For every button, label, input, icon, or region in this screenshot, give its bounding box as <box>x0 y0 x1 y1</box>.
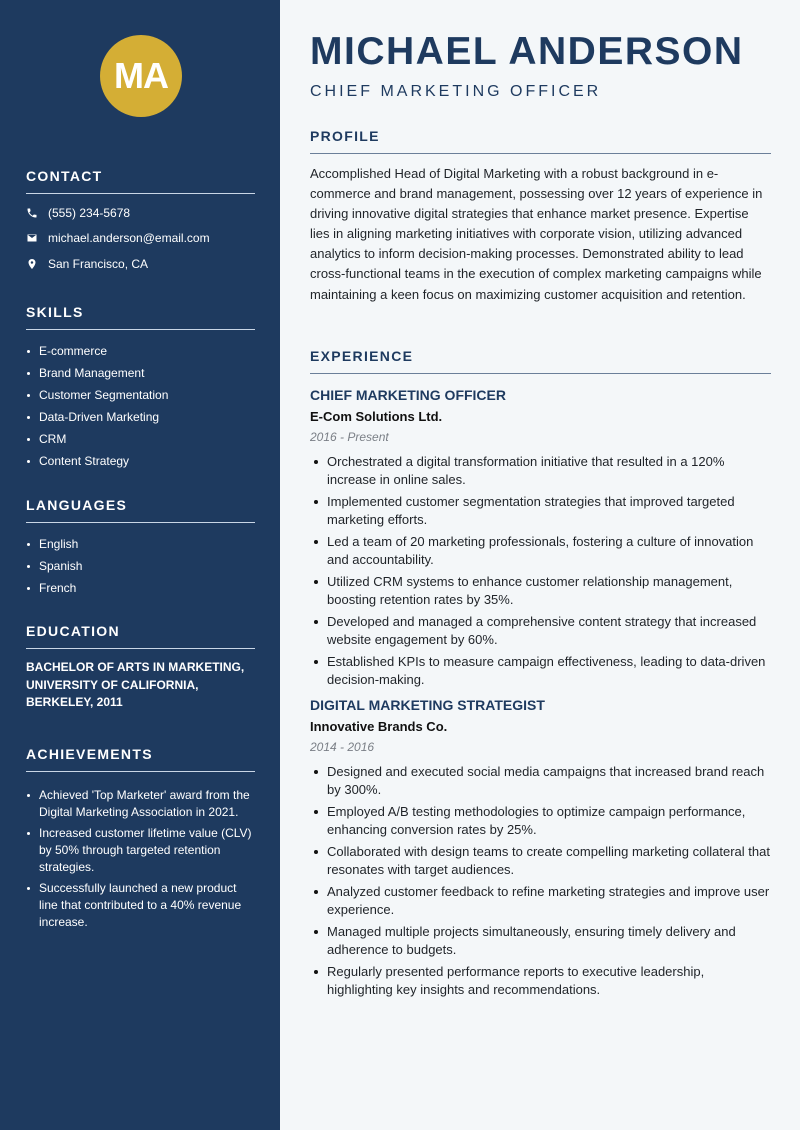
education-text: BACHELOR OF ARTS IN MARKETING, UNIVERSITY OF CALIFORNIA, BERKELEY, 2011 <box>26 660 245 709</box>
language-item: Spanish <box>26 555 255 577</box>
language-item: French <box>26 577 255 599</box>
job-dates: 2014 - 2016 <box>310 740 375 754</box>
job-bullet: Implemented customer segmentation strategies that improved targeted marketing efforts. <box>310 493 771 529</box>
profile-heading: PROFILE <box>310 128 771 154</box>
skill-item: Content Strategy <box>26 450 255 472</box>
job-bullet: Regularly presented performance reports to executive leadership, highlighting key insights and recommendations. <box>310 963 771 999</box>
skills-heading: SKILLS <box>26 304 255 330</box>
job-bullet: Led a team of 20 marketing professionals, fostering a culture of innovation and accountability. <box>310 533 771 569</box>
location-pin-icon <box>26 258 38 270</box>
languages-heading: LANGUAGES <box>26 497 255 523</box>
company-name: E-Com Solutions Ltd. <box>310 409 443 424</box>
job-bullet: Established KPIs to measure campaign effectiveness, leading to data-driven decision-making. <box>310 653 771 689</box>
job-entry <box>310 387 771 689</box>
job-bullet: Utilized CRM systems to enhance customer relationship management, boosting retention rates by 35%. <box>310 573 771 609</box>
achievements-heading: ACHIEVEMENTS <box>26 746 255 772</box>
language-item: English <box>26 533 255 555</box>
job-bullet: Designed and executed social media campaigns that increased brand reach by 300%. <box>310 763 771 799</box>
contact-phone: (555) 234-5678 <box>26 200 255 226</box>
job-bullet: Developed and managed a comprehensive content strategy that increased website engagement by 60%. <box>310 613 771 649</box>
achievements-section <box>26 746 255 935</box>
contact-section <box>26 168 255 277</box>
skill-item: CRM <box>26 428 255 450</box>
phone-icon <box>26 207 38 219</box>
achievement-item: Successfully launched a new product line that contributed to a 40% revenue increase. <box>26 880 255 931</box>
job-title: CHIEF MARKETING OFFICER <box>310 387 506 403</box>
skill-item: Brand Management <box>26 362 255 384</box>
skill-item: Customer Segmentation <box>26 384 255 406</box>
job-bullet: Managed multiple projects simultaneously, ensuring timely delivery and adherence to budgets. <box>310 923 771 959</box>
job-entry <box>310 697 771 999</box>
profile-text: Accomplished Head of Digital Marketing with a robust background in e-commerce and brand management, possessing over 12 years of experience in driving innovative digital strategies that enhance market presence. Expertise lies in aligning marketing initiatives with corporate vision, utilizing advanced analytics to inform decision-making processes. Demonstrated ability to lead cross-functional teams in the execution of complex marketing campaigns while maintaining a keen focus on maximizing customer acquisition and retention. <box>310 166 763 302</box>
experience-section <box>310 348 771 1003</box>
skill-item: E-commerce <box>26 340 255 362</box>
education-heading: EDUCATION <box>26 623 255 649</box>
email-icon <box>26 232 38 244</box>
job-bullet: Employed A/B testing methodologies to optimize campaign performance, enhancing conversion rates by 25%. <box>310 803 771 839</box>
achievement-item: Achieved 'Top Marketer' award from the Digital Marketing Association in 2021. <box>26 787 255 821</box>
sidebar <box>0 0 280 1130</box>
job-bullet: Analyzed customer feedback to refine marketing strategies and improve user experience. <box>310 883 771 919</box>
skill-item: Data-Driven Marketing <box>26 406 255 428</box>
skills-section <box>26 304 255 472</box>
achievement-item: Increased customer lifetime value (CLV) by 50% through targeted retention strategies. <box>26 825 255 876</box>
experience-heading: EXPERIENCE <box>310 348 771 374</box>
languages-section <box>26 497 255 599</box>
job-bullet: Collaborated with design teams to create compelling marketing collateral that resonates with target audiences. <box>310 843 771 879</box>
job-title: DIGITAL MARKETING STRATEGIST <box>310 697 545 713</box>
contact-heading: CONTACT <box>26 168 255 194</box>
job-dates: 2016 - Present <box>310 430 389 444</box>
job-bullet: Orchestrated a digital transformation initiative that resulted in a 120% increase in online sales. <box>310 453 771 489</box>
candidate-title: CHIEF MARKETING OFFICER <box>310 83 602 100</box>
candidate-name: MICHAEL ANDERSON <box>310 30 744 73</box>
profile-section <box>310 128 771 305</box>
company-name: Innovative Brands Co. <box>310 719 448 734</box>
contact-location: San Francisco, CA <box>26 251 255 277</box>
education-section <box>26 623 255 712</box>
avatar: MA <box>100 35 182 117</box>
contact-email: michael.anderson@email.com <box>26 226 255 252</box>
